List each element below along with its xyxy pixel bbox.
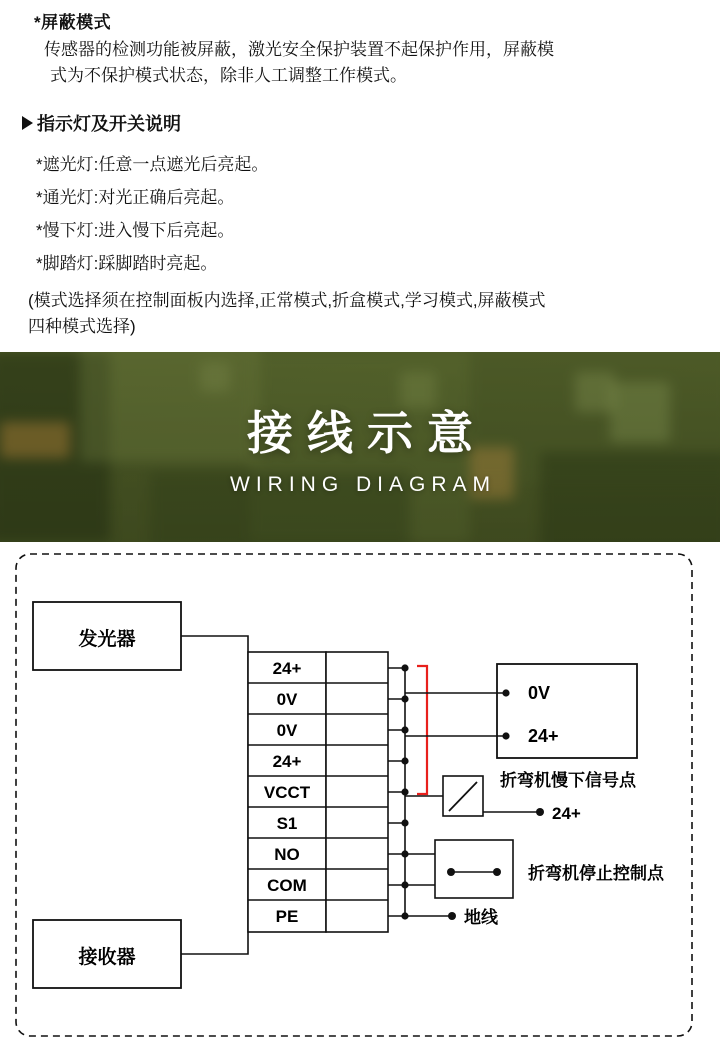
terminal-label: 0V — [276, 690, 298, 709]
slow-signal-switch — [405, 776, 483, 816]
terminal-label: S1 — [276, 814, 298, 833]
mode-selection-note-line2: 四种模式选择) — [28, 316, 136, 336]
mode-title: *屏蔽模式 — [34, 13, 112, 32]
terminal-label: COM — [267, 876, 307, 895]
ground-label: 地线 — [464, 908, 498, 927]
banner-title-en: WIRING DIAGRAM — [230, 473, 496, 496]
terminal-label: NO — [274, 845, 300, 864]
terminal-label: PE — [275, 907, 299, 926]
triangle-bullet-icon — [22, 116, 33, 130]
terminal-stubs — [388, 668, 405, 916]
emitter-label: 发光器 — [78, 629, 136, 650]
highlight-loop — [417, 666, 427, 794]
terminal-label-column — [248, 652, 326, 932]
power-supply-label-0v: 0V — [528, 683, 551, 703]
list-item: *通光灯:对光正确后亮起。 — [36, 187, 235, 207]
wiring-diagram — [0, 542, 720, 1048]
stop-control-relay — [405, 840, 513, 898]
terminal-label: 24+ — [272, 752, 302, 771]
stop-control-label: 折弯机停止控制点 — [528, 864, 664, 883]
cable-lines — [181, 636, 248, 954]
indicator-section-heading-label: 指示灯及开关说明 — [37, 113, 181, 134]
terminal-label: 24+ — [272, 659, 302, 678]
power-supply-box — [497, 664, 637, 758]
power-supply-wires — [405, 693, 506, 736]
text-content-block — [0, 0, 720, 352]
ground-dot — [448, 912, 456, 920]
list-item: *脚踏灯:踩脚踏时亮起。 — [36, 254, 218, 274]
power-supply-label-24v: 24+ — [528, 726, 559, 746]
terminal-label: 0V — [276, 721, 298, 740]
terminal-block — [326, 652, 388, 932]
wiring-diagram-banner — [0, 352, 720, 542]
terminal-label: VCCT — [263, 783, 311, 802]
list-item: *慢下灯:进入慢下后亮起。 — [36, 220, 235, 240]
indicator-list — [36, 148, 698, 281]
slow-signal-label: 折弯机慢下信号点 — [500, 771, 636, 790]
indicator-section-heading — [22, 110, 698, 136]
receiver-label: 接收器 — [78, 947, 136, 968]
mode-selection-note — [28, 288, 698, 339]
list-item: *遮光灯:任意一点遮光后亮起。 — [36, 154, 269, 174]
mode-description-line2: 式为不保护模式状态，除非人工调整工作模式。 — [50, 66, 407, 86]
mode-description — [44, 37, 698, 90]
banner-title-cn: 接线示意 — [247, 407, 487, 459]
slow-signal-terminal-label: 24+ — [552, 804, 581, 823]
mode-selection-note-line1: (模式选择须在控制面板内选择,正常模式,折盒模式,学习模式,屏蔽模式 — [28, 291, 546, 311]
mode-description-line1: 传感器的检测功能被屏蔽，激光安全保护装置不起保护作用，屏蔽模 — [44, 40, 554, 59]
